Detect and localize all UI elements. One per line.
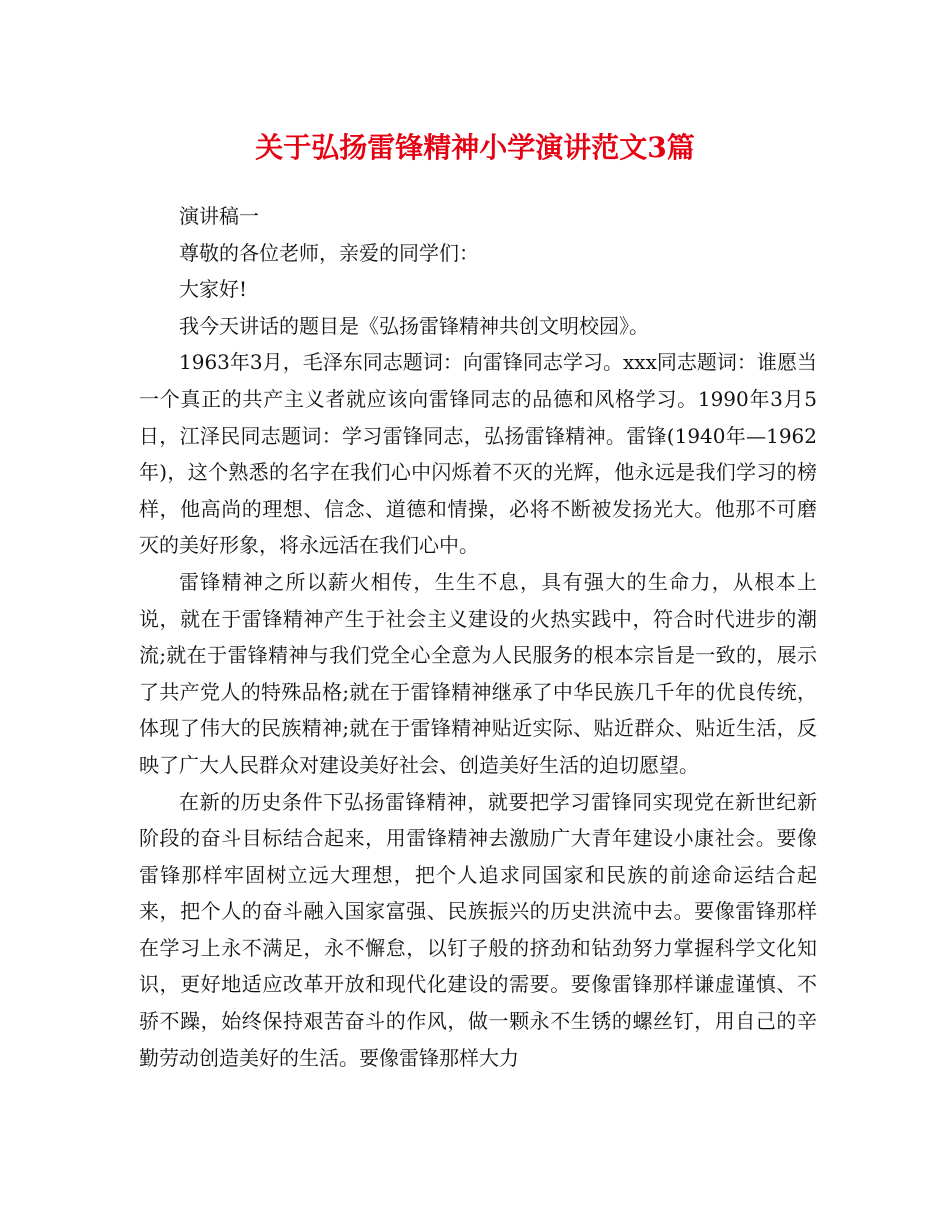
paragraph-greeting: 大家好! (179, 277, 248, 302)
paragraph-salutation: 尊敬的各位老师，亲爱的同学们： (179, 240, 479, 265)
paragraph-spirit: 雷锋精神之所以薪火相传，生生不息，具有强大的生命力，从根本上说，就在于雷锋精神产生于社会主义建设的火热实践中，符合时代进步的潮流;就在于雷锋精神与我们党全心全意为人民服务的根本宗旨是一致的，展示了共产党人的特殊品格;就在于雷锋精神继承了中华民族几千年的优良传统，体现了伟大的民族精神;就在于雷锋精神贴近实际、贴近群众、贴近生活，反映了广大人民群众对建设美好社会、创造美好生活的迫切愿望。 (139, 569, 817, 777)
paragraph-new-era: 在新的历史条件下弘扬雷锋精神，就要把学习雷锋同实现党在新世纪新阶段的奋斗目标结合起来，用雷锋精神去激励广大青年建设小康社会。要像雷锋那样牢固树立远大理想，把个人追求同国家和民族的前途命运结合起来，把个人的奋斗融入国家富强、民族振兴的历史洪流中去。要像雷锋那样在学习上永不满足，永不懈怠，以钉子般的挤劲和钻劲努力掌握科学文化知识，更好地适应改革开放和现代化建设的需要。要像雷锋那样谦虚谨慎、不骄不躁，始终保持艰苦奋斗的作风，做一颗永不生锈的螺丝钉，用自己的辛勤劳动创造美好的生活。要像雷锋那样大力 (139, 789, 817, 1070)
paragraph-history: 1963年3月，毛泽东同志题词：向雷锋同志学习。xxx同志题词：谁愿当一个真正的共产主义者就应该向雷锋同志的品德和风格学习。1990年3月5日，江泽民同志题词：学习雷锋同志，弘扬雷锋精神。雷锋(1940年—1962年)，这个熟悉的名字在我们心中闪烁着不灭的光辉，他永远是我们学习的榜样，他高尚的理想、信念、道德和情操，必将不断被发扬光大。他那不可磨灭的美好形象，将永远活在我们心中。 (139, 350, 817, 558)
paragraph-speech-label: 演讲稿一 (179, 204, 259, 228)
document-title: 关于弘扬雷锋精神小学演讲范文3篇 (255, 131, 695, 164)
paragraph-topic: 我今天讲话的题目是《弘扬雷锋精神共创文明校园》。 (179, 313, 649, 338)
document-body (139, 198, 817, 1076)
